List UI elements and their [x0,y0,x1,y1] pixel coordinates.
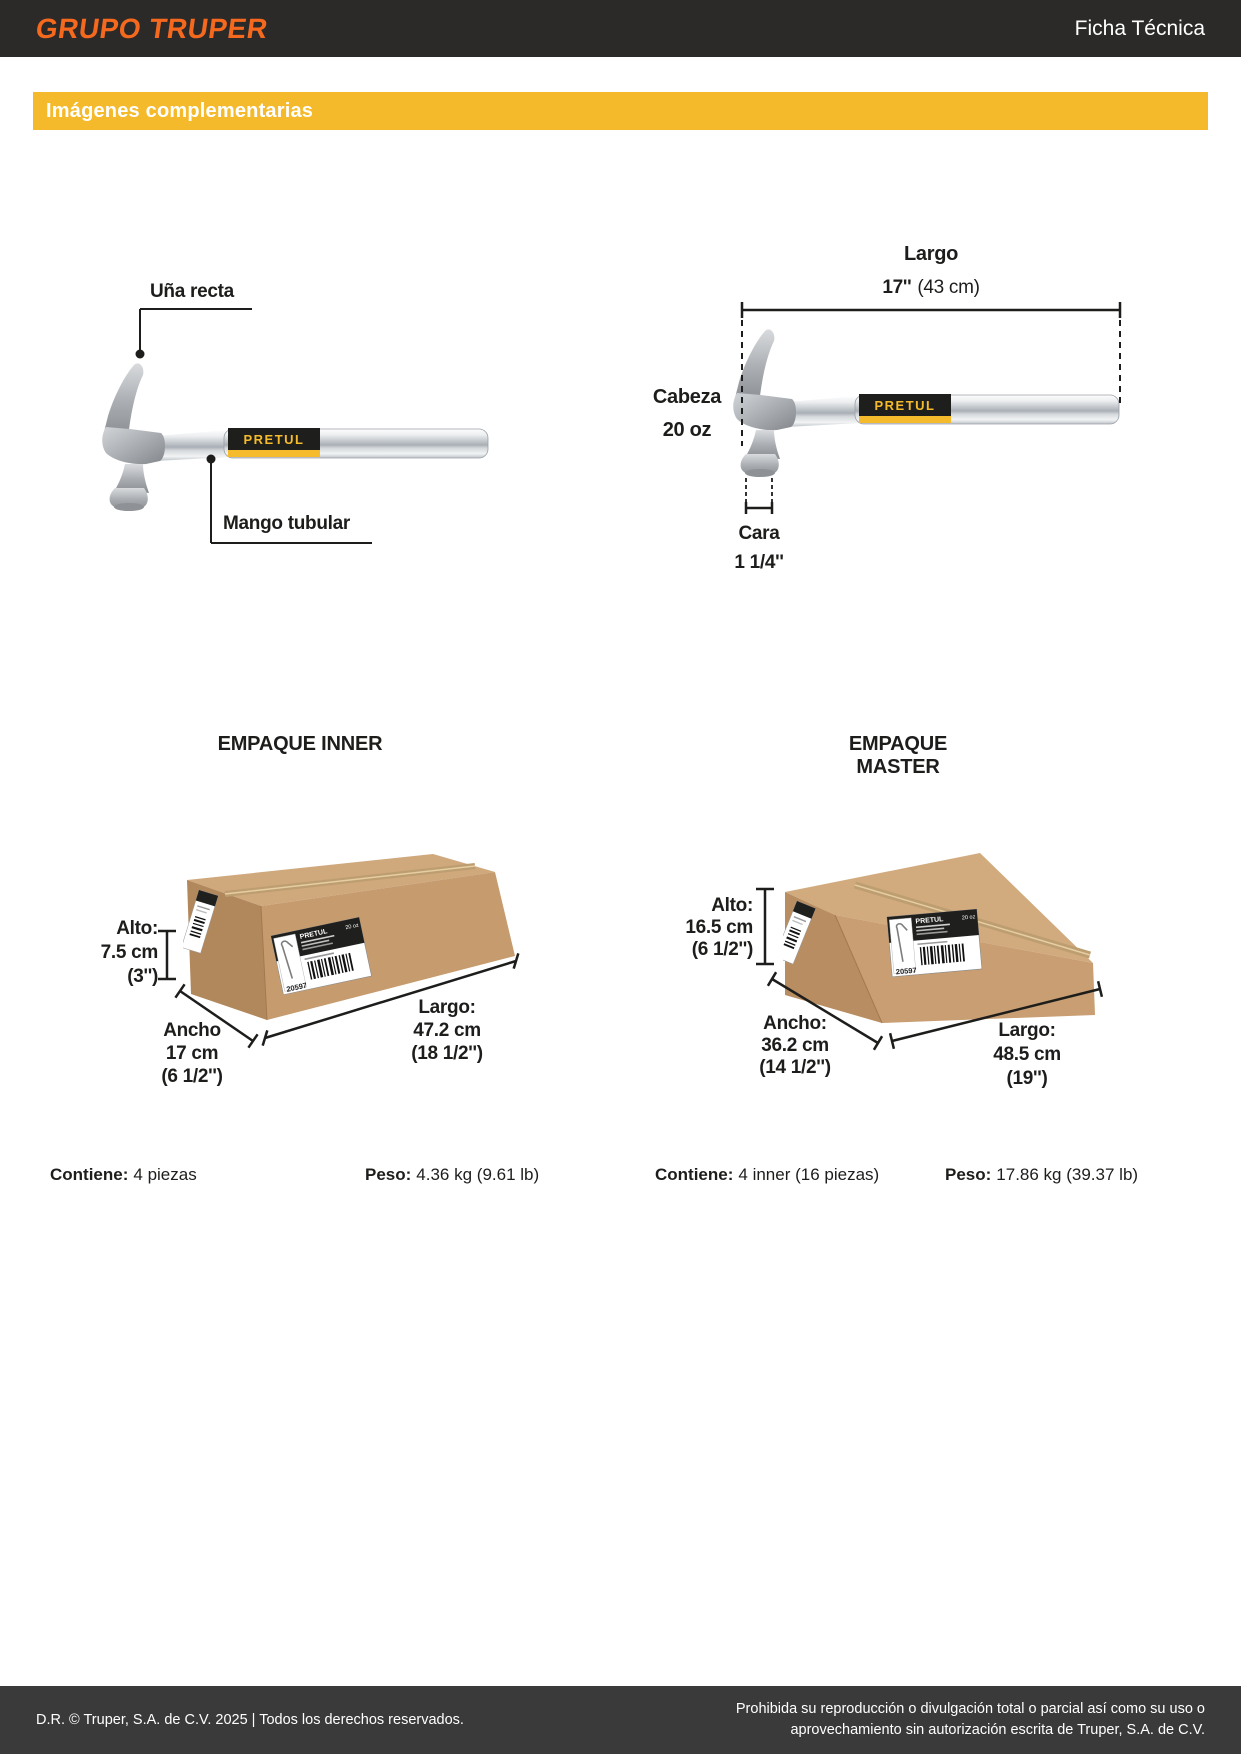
inner-label-brand: PRETUL [299,928,329,941]
master-ancho-label: Ancho: 36.2 cm (14 1/2'') [759,1013,831,1078]
footer-legal: Prohibida su reproducción o divulgación total o parcial así como su uso o aprovechamiento sin autorización escrita de Truper, S.A. de C.V. [735,1701,1205,1738]
grupo-truper-logo: GRUPO TRUPER [33,12,270,44]
cara-dimension [746,478,772,514]
master-label-oz: 20 oz [961,914,976,922]
inner-alto-bracket [158,931,176,979]
inner-label-oz: 20 oz [344,922,360,932]
handle-callout-label: Mango tubular [223,513,350,534]
section-banner [33,92,1208,130]
master-alto-label: Alto: 16.5 cm (6 1/2'') [685,895,753,960]
largo-label: Largo [903,243,959,265]
inner-largo-label: Largo: 47.2 cm (18 1/2'') [411,997,483,1064]
master-peso: Peso: 17.86 kg (39.37 lb) [945,1165,1139,1184]
largo-dimension-line [742,302,1120,318]
inner-ancho-label: Ancho 17 cm (6 1/2'') [161,1020,223,1087]
footer-copyright: D.R. © Truper, S.A. de C.V. 2025 | Todos los derechos reservados. [36,1712,464,1728]
inner-peso: Peso: 4.36 kg (9.61 lb) [365,1165,540,1184]
cabeza-label: Cabeza 20 oz [652,386,722,441]
master-label-code: 20597 [895,965,917,977]
document-title: Ficha Técnica [1074,16,1205,40]
master-box-front-label [887,909,982,977]
hammer-diagram-dimensions [731,326,1121,478]
section-title: Imágenes complementarias [46,99,314,122]
claw-callout-label: Uña recta [150,281,234,302]
inner-alto-label: Alto: 7.5 cm (3'') [100,918,158,987]
master-alto-bracket [756,889,774,964]
footer-bar [0,1686,1241,1754]
inner-contiene: Contiene: 4 piezas [50,1165,197,1184]
cara-label: Cara 1 1/4'' [734,523,784,573]
master-largo-label: Largo: 48.5 cm (19'') [993,1020,1061,1089]
master-contiene: Contiene: 4 inner (16 piezas) [655,1165,880,1184]
claw-callout-line [136,309,253,359]
master-heading: EMPAQUE MASTER [848,733,948,778]
top-header-bar [0,0,1241,57]
master-label-brand: PRETUL [915,916,944,926]
inner-heading: EMPAQUE INNER [217,733,383,755]
hammer-diagram-left [100,360,490,512]
largo-value: 17'' (43 cm) [882,277,980,298]
inner-label-code: 20597 [285,980,308,994]
